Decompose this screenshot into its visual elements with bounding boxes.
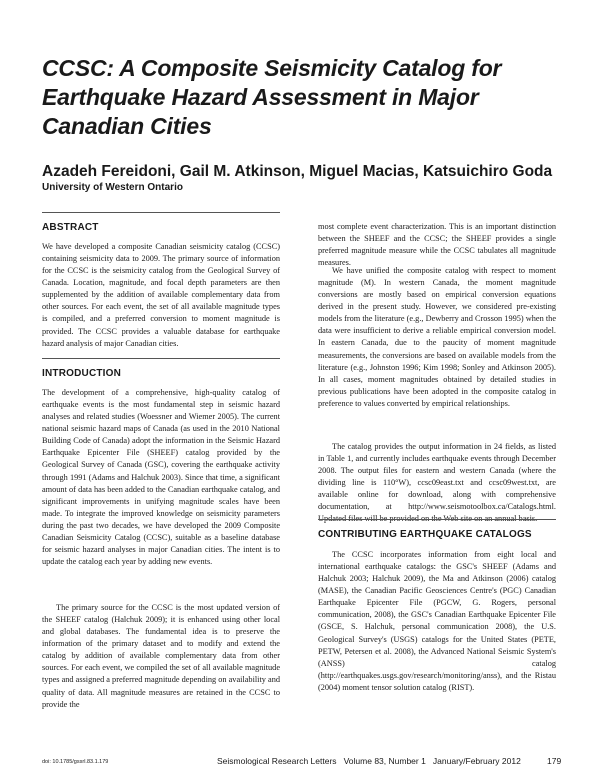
contributing-rule [318, 519, 556, 520]
introduction-paragraph-1: The development of a comprehensive, high-quality catalog of earthquake events is the most fundamental step in seismic hazard analyses and related studies (Woessner and Wiemer 2005). The current national seismic hazard maps of Canada (as used in the 2010 National Building Code of Canada) adopt the information in the Seismic Hazard Earthquake Epicenter File (SHEEF) catalog provided by the Geological Survey of Canada (GSC), covering the earthquake activity through 1991 (Adams and Halchuk 2003). Since that time, a significant amount of data has been added to the Canadian earthquake catalog, and significant improvements in unifying magnitude scales have been made. To integrate the improved knowledge on seismicity parameters during the past two decades, we have developed the 2009 Composite Canadian Seismicity Catalog (CCSC), suitable as a baseline database for seismic hazard analyses in major Canadian cities. The intent is to update the catalog each year by adding new events. [42, 388, 280, 567]
introduction-paragraph-2-continued: most complete event characterization. This is an important distinction between the SHEEF and the CCSC; the SHEEF provides a single preferred magnitude measure while the CCSC tabulates all magnitude measures. [318, 222, 556, 268]
abstract-text: We have developed a composite Canadian seismicity catalog (CCSC) containing seismicity data to 2009. The primary source of information for the CCSC is the seismicity catalog from the Geological Survey of Canada. Location, magnitude, and focal depth parameters are then supplemented by the addition of available complementary data from other sources. For each event, the set of all available magnitude types is compiled, and a preferred conversion to moment magnitude is provided. The CCSC provides a valuable database for earthquake hazard analysis of major Canadian cities. [42, 242, 280, 348]
introduction-paragraph-2: The primary source for the CCSC is the most updated version of the SHEEF catalog (Halchuk 2009); it is enhanced using other local and global databases. The fundamental idea is to preserve the information of the primary dataset and to modify and extend the catalog by addition of available complementary data from other sources. For each event, we compiled the set of all available magnitude types and assigned a preferred magnitude depending on availability and quality of data. All magnitude measures are retained in the CCSC to provide the [42, 603, 280, 709]
introduction-paragraph-3: We have unified the composite catalog with respect to moment magnitude (M). In western Canada, the moment magnitude conversions are mostly based on empirical conversion equations derived in the present study. However, we considered pre-existing models from the literature (e.g., Dewberry and Crosson 1995) when the data were insufficient to derive a reliable empirical conversion model. In eastern Canada, due to the paucity of moment magnitude measurements, the conversions are based on available models from the literature (e.g., Johnston 1996; Kim 1998; Sonley and Atkinson 2005). In all cases, moment magnitudes obtained by detailed studies in previous publications have been adopted in the composite catalog in preference to values converted by empirical relationships. [318, 266, 556, 408]
abstract-rule [42, 212, 280, 213]
doi: doi: 10.1785/gssrl.83.1.179 [42, 759, 109, 765]
affiliation: University of Western Ontario [42, 182, 183, 193]
introduction-paragraph-4: The catalog provides the output information in 24 fields, as listed in Table 1, and currently includes earthquake events through December 2008. The output files for eastern and western Canada (where the dividing line is 110°W), ccsc09east.txt and ccsc09west.txt, are available online for download, along with comprehensive documentation, at http://www.seismotoolbox.ca/Catalogs.html. Updated files will be provided on the Web site on an annual basis. [318, 442, 556, 524]
article-title: CCSC: A Composite Seismicity Catalog for Earthquake Hazard Assessment in Major Canadian Cities [42, 55, 502, 139]
contributing-paragraph-1: The CCSC incorporates information from eight local and international earthquake catalogs: the GSC's SHEEF (Adams and Halchuk 2003; Halchuk 2009), the Ma and Atkinson (2006) catalog (MASE), the Canadian Pacific Geosciences Centre's (PGC) Canadian Earthquake Epicenter File (PGCW, G. Rogers, personal communication, 2008), the GSC's Canadian Earthquake Epicenter File (GSCE, S. Halchuk, personal communication 2008), the U.S. Geological Survey's (USGS) catalogs for the United States (PETE, PETW, Petersen et al. 2008), the Advanced National Seismic System's (ANSS) catalog (http://earthquakes.usgs.gov/research/monitoring/anss), and the Ristau (2004) moment tensor solution catalog (RIST). [318, 550, 556, 692]
journal-info: Seismological Research Letters Volume 83, Number 1 January/February 2012 [217, 756, 521, 766]
introduction-heading: INTRODUCTION [42, 368, 122, 379]
author-list: Azadeh Fereidoni, Gail M. Atkinson, Miguel Macias, Katsuichiro Goda [42, 163, 553, 180]
page-number: 179 [547, 756, 562, 766]
abstract-heading: ABSTRACT [42, 222, 99, 233]
introduction-rule [42, 358, 280, 359]
contributing-heading: CONTRIBUTING EARTHQUAKE CATALOGS [318, 529, 532, 540]
